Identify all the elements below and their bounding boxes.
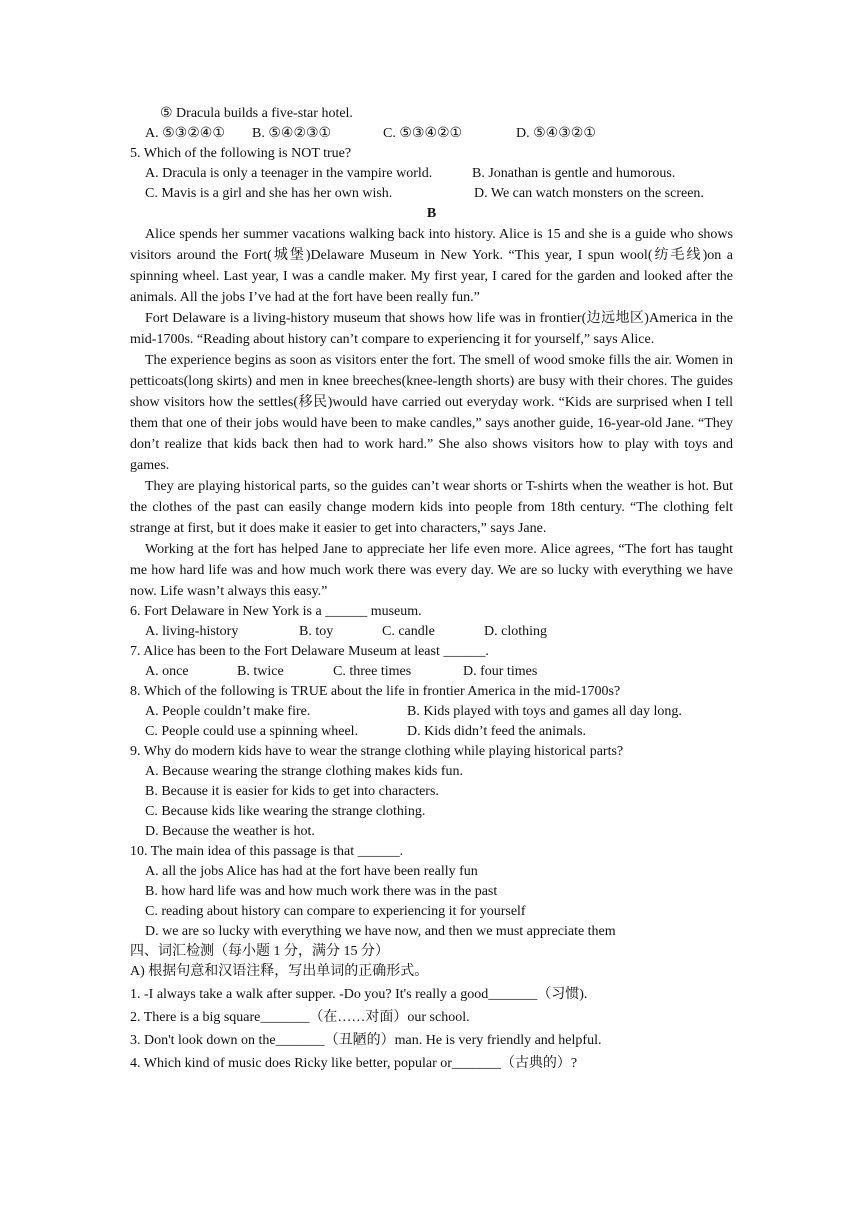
vocab-section-title: 四、词汇检测（每小题 1 分，满分 15 分） — [130, 944, 389, 959]
q4-option-c: C. ⑤③④②① — [383, 126, 463, 141]
passage-paragraph-1: Alice spends her summer vacations walking back into history. Alice is 15 and she is a guide who shows visitors around the Fort(城堡)Delaware Museum in New York. “This year, I spun wool(纺毛线)on a spinning wheel. Last year, I was a candle maker. My first year, I cared for the garden and looked after the animals. All the jobs I’ve had at the fort have been really fun.” — [130, 227, 733, 305]
q9-option-d: D. Because the weather is hot. — [145, 824, 315, 839]
q7-option-b: B. twice — [237, 664, 284, 679]
q6-option-a: A. living-history — [145, 624, 239, 639]
passage-paragraph-3: The experience begins as soon as visitors enter the fort. The smell of wood smoke fills the air. Women in petticoats(long skirts) and men in knee breeches(knee-length shorts) are busy with their chores. The guides show visitors how the settles(移民)would have carried out everyday work. “Kids are surprised when I tell them that one of their jobs would have been to make candles,” says another guide, 16-year-old Jane. “They don’t realize that kids back then had to work hard.” She also shows visitors how to play with toys and games. — [130, 353, 733, 473]
passage-paragraph-2: Fort Delaware is a living-history museum that shows how life was in frontier(边远地区)America in the mid-1700s. “Reading about history can’t compare to experiencing it for yourself,” says Alice. — [130, 311, 733, 347]
q5-option-d: D. We can watch monsters on the screen. — [474, 186, 704, 201]
q4-option-a: A. ⑤③②④① — [145, 126, 225, 141]
vocab-item-3: 3. Don't look down on the_______（丑陋的）man. He is very friendly and helpful. — [130, 1033, 602, 1048]
q7-options — [130, 662, 733, 682]
q8-option-a: A. People couldn’t make fire. — [145, 704, 311, 719]
passage-paragraph-5: Working at the fort has helped Jane to appreciate her life even more. Alice agrees, “The fort has taught me how hard life was and how much work there was every day. We are so lucky with everything we have now. Life wasn’t always this easy.” — [130, 542, 733, 599]
passage-paragraph-4: They are playing historical parts, so the guides can’t wear shorts or T-shirts when the weather is hot. But the clothes of the past can easily change modern kids into people from 18th century. “The clothing felt strange at first, but it does make it easier to get into characters,” says Jane. — [130, 479, 733, 536]
q7-option-c: C. three times — [333, 664, 412, 679]
q8-options-row1 — [130, 702, 733, 722]
q8-option-d: D. Kids didn’t feed the animals. — [407, 724, 586, 739]
q7-stem: 7. Alice has been to the Fort Delaware Museum at least ______. — [130, 644, 489, 659]
vocab-item-4: 4. Which kind of music does Ricky like better, popular or_______（古典的）? — [130, 1056, 578, 1071]
q5-option-c: C. Mavis is a girl and she has her own wish. — [145, 186, 393, 201]
q10-option-b: B. how hard life was and how much work there was in the past — [145, 884, 498, 899]
q9-option-a: A. Because wearing the strange clothing makes kids fun. — [145, 764, 464, 779]
q5-option-a: A. Dracula is only a teenager in the vampire world. — [145, 166, 433, 181]
q4-option-b: B. ⑤④②③① — [252, 126, 332, 141]
q9-stem: 9. Why do modern kids have to wear the strange clothing while playing historical parts? — [130, 744, 624, 759]
q4-item-5: ⑤ Dracula builds a five-star hotel. — [160, 106, 353, 121]
q6-option-d: D. clothing — [484, 624, 547, 639]
vocab-sub-title: A) 根据句意和汉语注释，写出单词的正确形式。 — [130, 964, 429, 979]
q6-option-c: C. candle — [382, 624, 435, 639]
vocab-item-1: 1. -I always take a walk after supper. -Do you? It's really a good_______（习惯). — [130, 987, 588, 1002]
q10-option-a: A. all the jobs Alice has had at the fort have been really fun — [145, 864, 478, 879]
q10-stem: 10. The main idea of this passage is that ______. — [130, 844, 404, 859]
q5-options-row1 — [130, 164, 733, 184]
q4-options — [130, 124, 733, 144]
q4-option-d: D. ⑤④③②① — [516, 126, 596, 141]
q9-option-b: B. Because it is easier for kids to get into characters. — [145, 784, 439, 799]
q5-options-row2 — [130, 184, 733, 204]
vocab-item-2: 2. There is a big square_______（在……对面）our school. — [130, 1010, 470, 1025]
q8-option-c: C. People could use a spinning wheel. — [145, 724, 359, 739]
q10-option-d: D. we are so lucky with everything we have now, and then we must appreciate them — [145, 924, 616, 939]
q7-option-a: A. once — [145, 664, 189, 679]
q5-stem: 5. Which of the following is NOT true? — [130, 146, 352, 161]
q9-option-c: C. Because kids like wearing the strange clothing. — [145, 804, 426, 819]
q6-stem: 6. Fort Delaware in New York is a ______ museum. — [130, 604, 422, 619]
q6-option-b: B. toy — [299, 624, 334, 639]
q8-option-b: B. Kids played with toys and games all day long. — [407, 704, 682, 719]
q7-option-d: D. four times — [463, 664, 538, 679]
q6-options — [130, 622, 733, 642]
exam-page — [130, 104, 733, 1077]
q5-option-b: B. Jonathan is gentle and humorous. — [472, 166, 676, 181]
section-b-heading: B — [426, 206, 437, 221]
q10-option-c: C. reading about history can compare to experiencing it for yourself — [145, 904, 526, 919]
q8-options-row2 — [130, 722, 733, 742]
q8-stem: 8. Which of the following is TRUE about the life in frontier America in the mid-1700s? — [130, 684, 621, 699]
